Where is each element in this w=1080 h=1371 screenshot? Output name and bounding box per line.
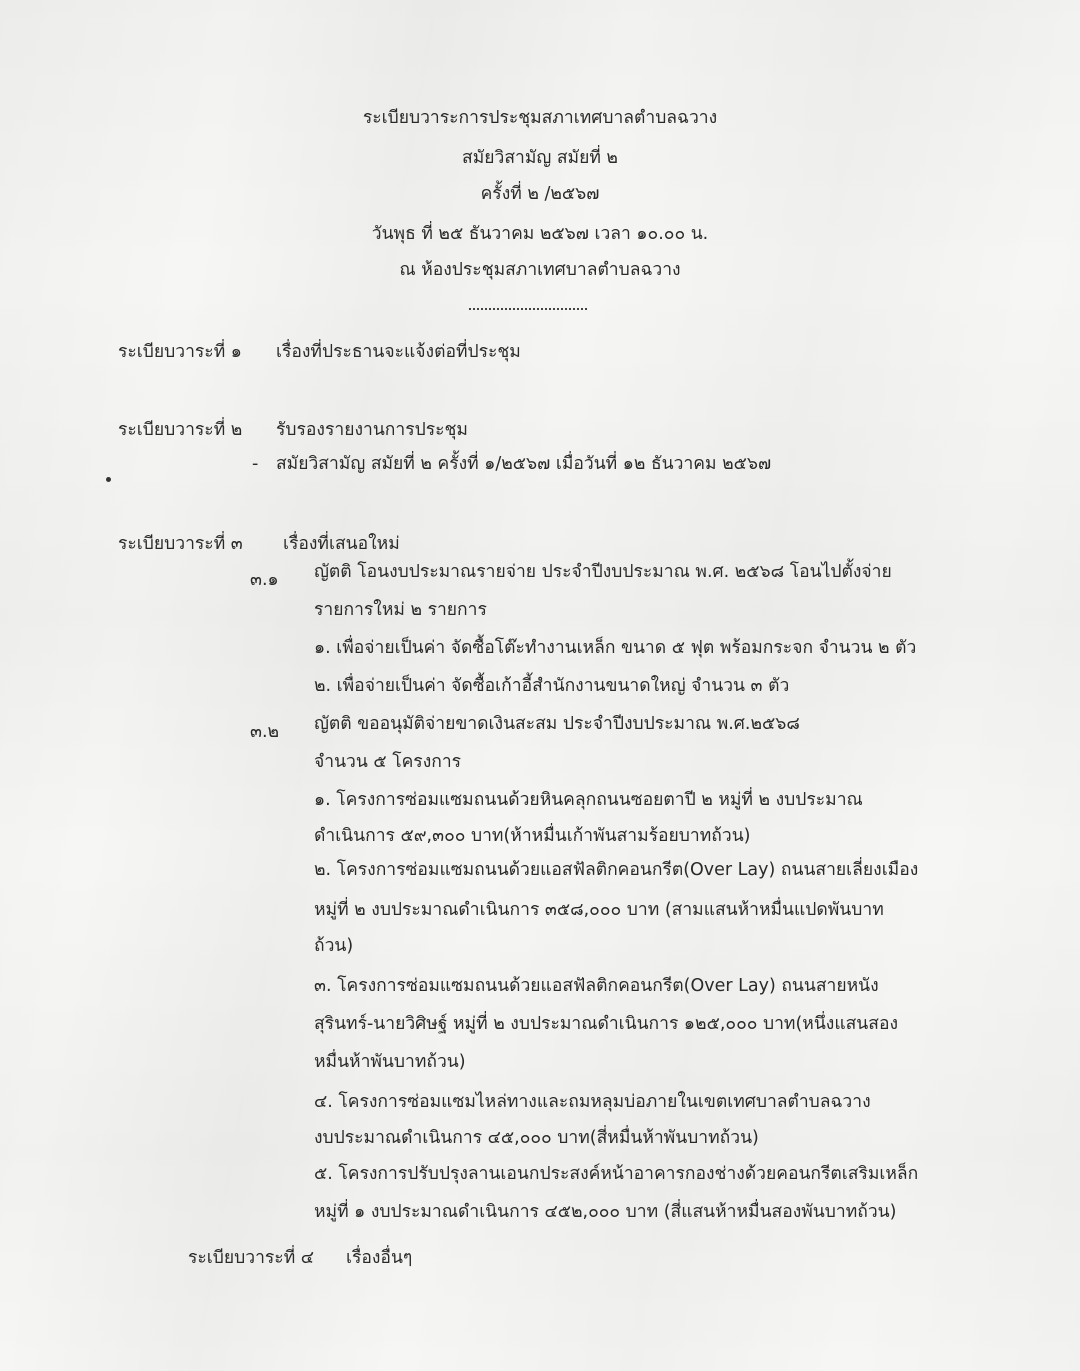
project-5-line2: หมู่ที่ ๑ งบประมาณดำเนินการ ๔๕๒,๐๐๐ บาท (สี่แสนห้าหมื่นสองพันบาทถ้วน) <box>314 1202 897 1222</box>
section-3-2-line2: จำนวน ๕ โครงการ <box>314 752 462 772</box>
section-3-1-number: ๓.๑ <box>250 570 279 590</box>
project-1-line2: ดำเนินการ ๕๙,๓๐๐ บาท(ห้าหมื่นเก้าพันสามร้อยบาทถ้วน) <box>314 826 751 846</box>
project-2-line2: หมู่ที่ ๒ งบประมาณดำเนินการ ๓๕๘,๐๐๐ บาท (สามแสนห้าหมื่นแปดพันบาท <box>314 900 884 920</box>
session-line: สมัยวิสามัญ สมัยที่ ๒ <box>462 148 618 168</box>
section-3-1-item-2: ๒. เพื่อจ่ายเป็นค่า จัดซื้อเก้าอี้สำนักงานขนาดใหญ่ จำนวน ๓ ตัว <box>314 676 790 696</box>
project-4-line1: ๔. โครงการซ่อมแซมไหล่ทางและถมหลุมบ่อภายในเขตเทศบาลตำบลฉวาง <box>314 1092 871 1112</box>
project-2-line1: ๒. โครงการซ่อมแซมถนนด้วยแอสฟัลติกคอนกรีต(Over Lay) ถนนสายเลี่ยงเมือง <box>314 860 919 880</box>
agenda-2-label: ระเบียบวาระที่ ๒ <box>118 420 243 440</box>
section-3-1-line2: รายการใหม่ ๒ รายการ <box>314 600 487 620</box>
agenda-2-dash: - <box>252 454 259 474</box>
agenda-4-label: ระเบียบวาระที่ ๔ <box>188 1248 315 1268</box>
project-5-line1: ๕. โครงการปรับปรุงลานเอนกประสงค์หน้าอาคารกองช่างด้วยคอนกรีตเสริมเหล็ก <box>314 1164 919 1184</box>
section-3-1-line1: ญัตติ โอนงบประมาณรายจ่าย ประจำปีงบประมาณ พ.ศ. ๒๕๖๘ โอนไปตั้งจ่าย <box>314 562 892 582</box>
meeting-datetime: วันพุธ ที่ ๒๕ ธันวาคม ๒๕๖๗ เวลา ๑๐.๐๐ น. <box>371 224 709 244</box>
project-3-line3: หมื่นห้าพันบาทถ้วน) <box>314 1052 466 1072</box>
agenda-3-label: ระเบียบวาระที่ ๓ <box>118 534 243 554</box>
paper-speck <box>106 477 111 482</box>
meeting-venue: ณ ห้องประชุมสภาเทศบาลตำบลฉวาง <box>399 260 681 280</box>
section-3-2-number: ๓.๒ <box>250 722 280 742</box>
agenda-2-title: รับรองรายงานการประชุม <box>276 420 468 440</box>
dotted-separator <box>469 308 587 310</box>
project-3-line1: ๓. โครงการซ่อมแซมถนนด้วยแอสฟัลติกคอนกรีต(Over Lay) ถนนสายหนัง <box>314 976 879 996</box>
agenda-1-title: เรื่องที่ประธานจะแจ้งต่อที่ประชุม <box>276 342 521 362</box>
agenda-3-title: เรื่องที่เสนอใหม่ <box>283 534 400 554</box>
project-4-line2: งบประมาณดำเนินการ ๔๕,๐๐๐ บาท(สี่หมื่นห้าพันบาทถ้วน) <box>314 1128 759 1148</box>
section-3-1-item-1: ๑. เพื่อจ่ายเป็นค่า จัดซื้อโต๊ะทำงานเหล็ก ขนาด ๕ ฟุต พร้อมกระจก จำนวน ๒ ตัว <box>314 638 917 658</box>
project-1-line1: ๑. โครงการซ่อมแซมถนนด้วยหินคลุกถนนซอยตาปี ๒ หมู่ที่ ๒ งบประมาณ <box>314 790 863 810</box>
project-3-line2: สุรินทร์-นายวิศิษฐ์ หมู่ที่ ๒ งบประมาณดำเนินการ ๑๒๕,๐๐๐ บาท(หนึ่งแสนสอง <box>314 1014 898 1034</box>
meeting-number: ครั้งที่ ๒ /๒๕๖๗ <box>480 184 600 204</box>
agenda-4-title: เรื่องอื่นๆ <box>346 1248 413 1268</box>
project-2-line3: ถ้วน) <box>314 936 354 956</box>
agenda-1-label: ระเบียบวาระที่ ๑ <box>118 342 242 362</box>
section-3-2-line1: ญัตติ ขออนุมัติจ่ายขาดเงินสะสม ประจำปีงบประมาณ พ.ศ.๒๕๖๘ <box>314 714 800 734</box>
doc-title: ระเบียบวาระการประชุมสภาเทศบาลตำบลฉวาง <box>362 108 718 128</box>
agenda-2-item: สมัยวิสามัญ สมัยที่ ๒ ครั้งที่ ๑/๒๕๖๗ เมื่อวันที่ ๑๒ ธันวาคม ๒๕๖๗ <box>276 454 772 474</box>
